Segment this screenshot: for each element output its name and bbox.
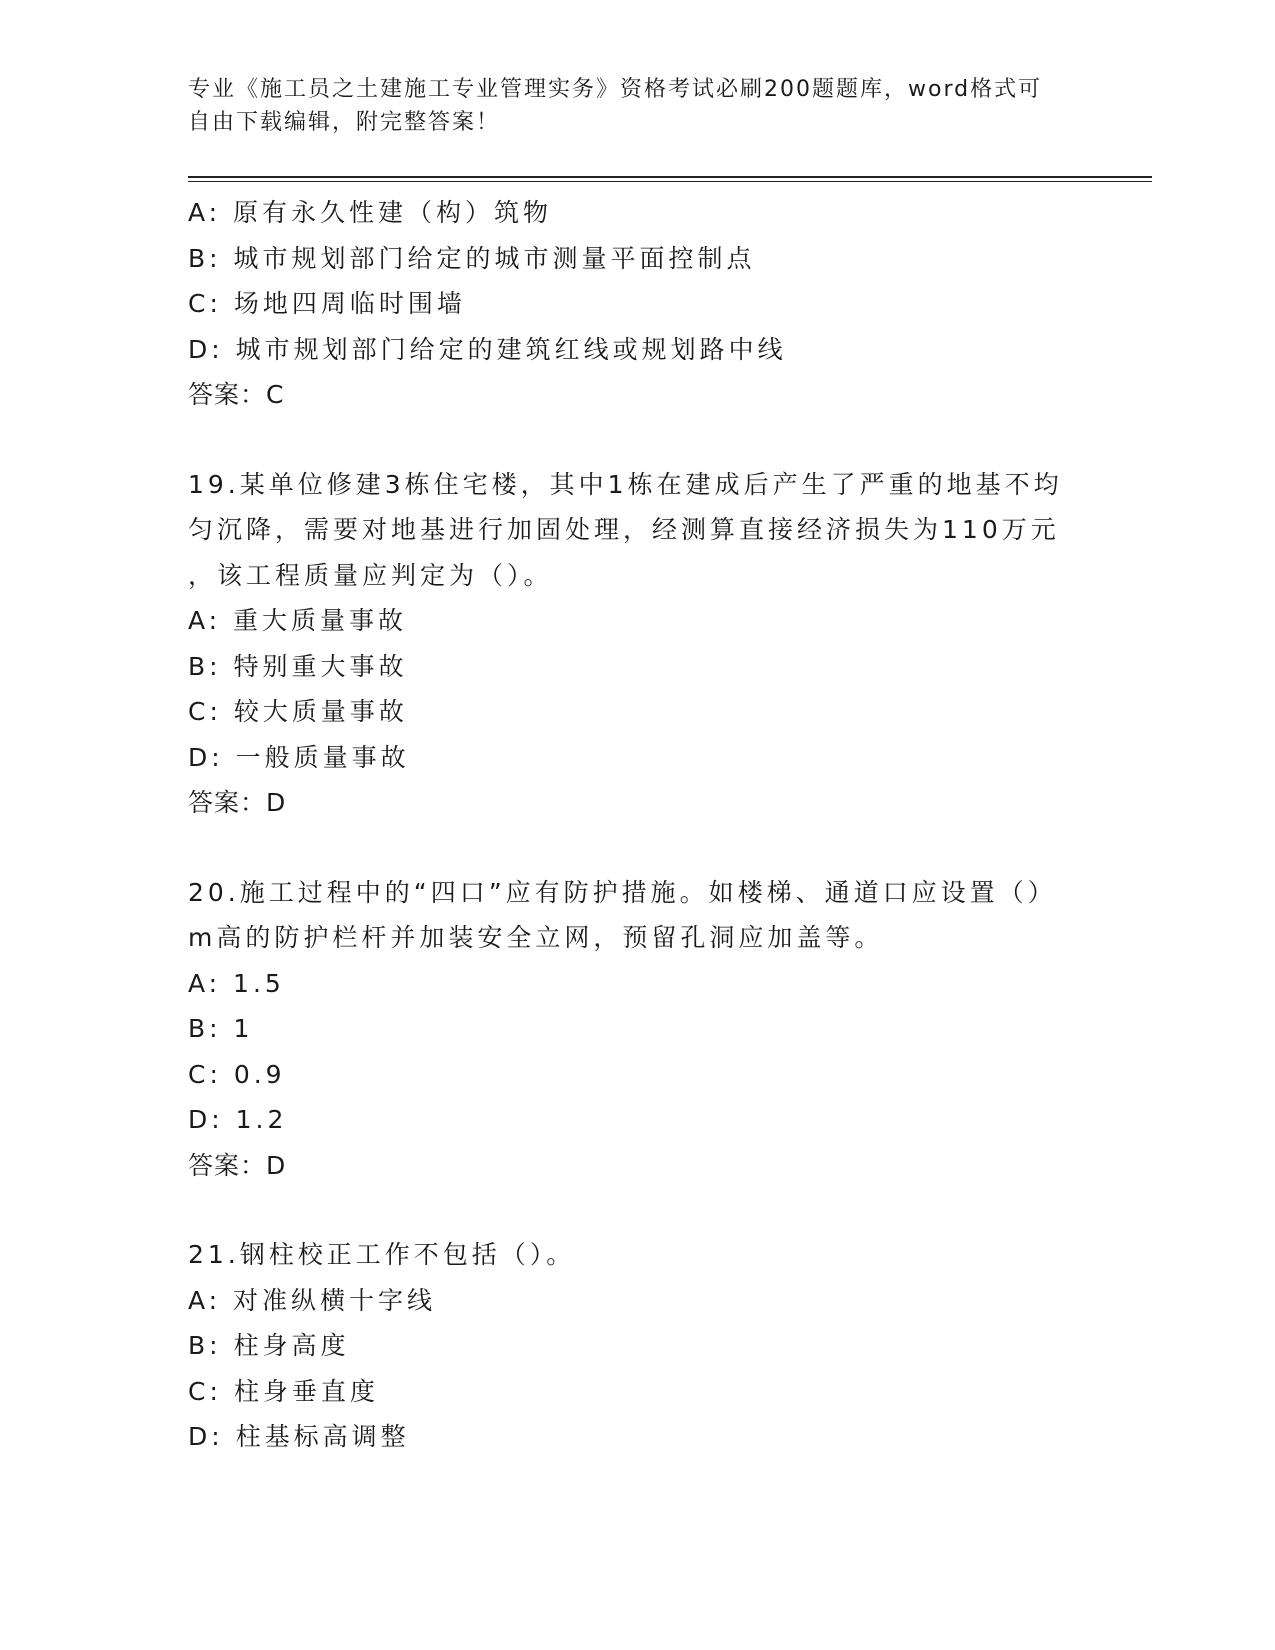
header-line-1: 专业《施工员之土建施工专业管理实务》资格考试必刷200题题库，word格式可 [188,77,1043,102]
question-20 [188,870,1088,1189]
option-d: D: 1.2 [188,1105,288,1134]
question-stem-line: m高的防护栏杆并加装安全立网，预留孔洞应加盖等。 [188,923,884,952]
option-b: B: 特别重大事故 [188,651,408,681]
header-divider-thin [188,181,1152,182]
option-c: C: 较大质量事故 [188,697,408,726]
option-a: A: 1.5 [188,968,285,998]
option-c: C: 柱身垂直度 [188,1376,379,1406]
option-b: B: 柱身高度 [188,1331,350,1360]
question-stem-line: 19.某单位修建3栋住宅楼，其中1栋在建成后产生了严重的地基不均 [188,469,1063,499]
question-19 [188,462,1088,826]
question-stem-line: 匀沉降，需要对地基进行加固处理，经测算直接经济损失为110万元 [188,515,1060,544]
option-a: A: 对准纵横十字线 [188,1285,437,1315]
option-c: C: 0.9 [188,1059,286,1089]
option-a: A: 原有永久性建（构）筑物 [188,198,553,227]
question-stem-line: 20.施工过程中的“四口”应有防护措施。如楼梯、通道口应设置（） [188,877,1057,907]
question-list [188,190,1088,1460]
question-18 [188,190,1088,418]
document-header [188,73,1088,139]
answer: 答案：D [188,788,287,817]
option-d: D: 一般质量事故 [188,742,410,772]
option-d: D: 柱基标高调整 [188,1422,410,1451]
option-b: B: 1 [188,1014,254,1043]
answer: 答案：D [188,1150,287,1180]
question-21 [188,1232,1088,1460]
question-stem-line: 21.钢柱校正工作不包括（）。 [188,1240,576,1269]
question-stem-line: ，该工程质量应判定为（）。 [188,560,553,590]
answer: 答案：C [188,380,285,409]
option-b: B: 城市规划部门给定的城市测量平面控制点 [188,243,756,273]
header-divider-thick [188,176,1152,178]
option-d: D: 城市规划部门给定的建筑红线或规划路中线 [188,334,787,364]
option-a: A: 重大质量事故 [188,606,408,635]
option-c: C: 场地四周临时围墙 [188,289,466,318]
header-line-2: 自由下载编辑，附完整答案！ [188,110,501,135]
